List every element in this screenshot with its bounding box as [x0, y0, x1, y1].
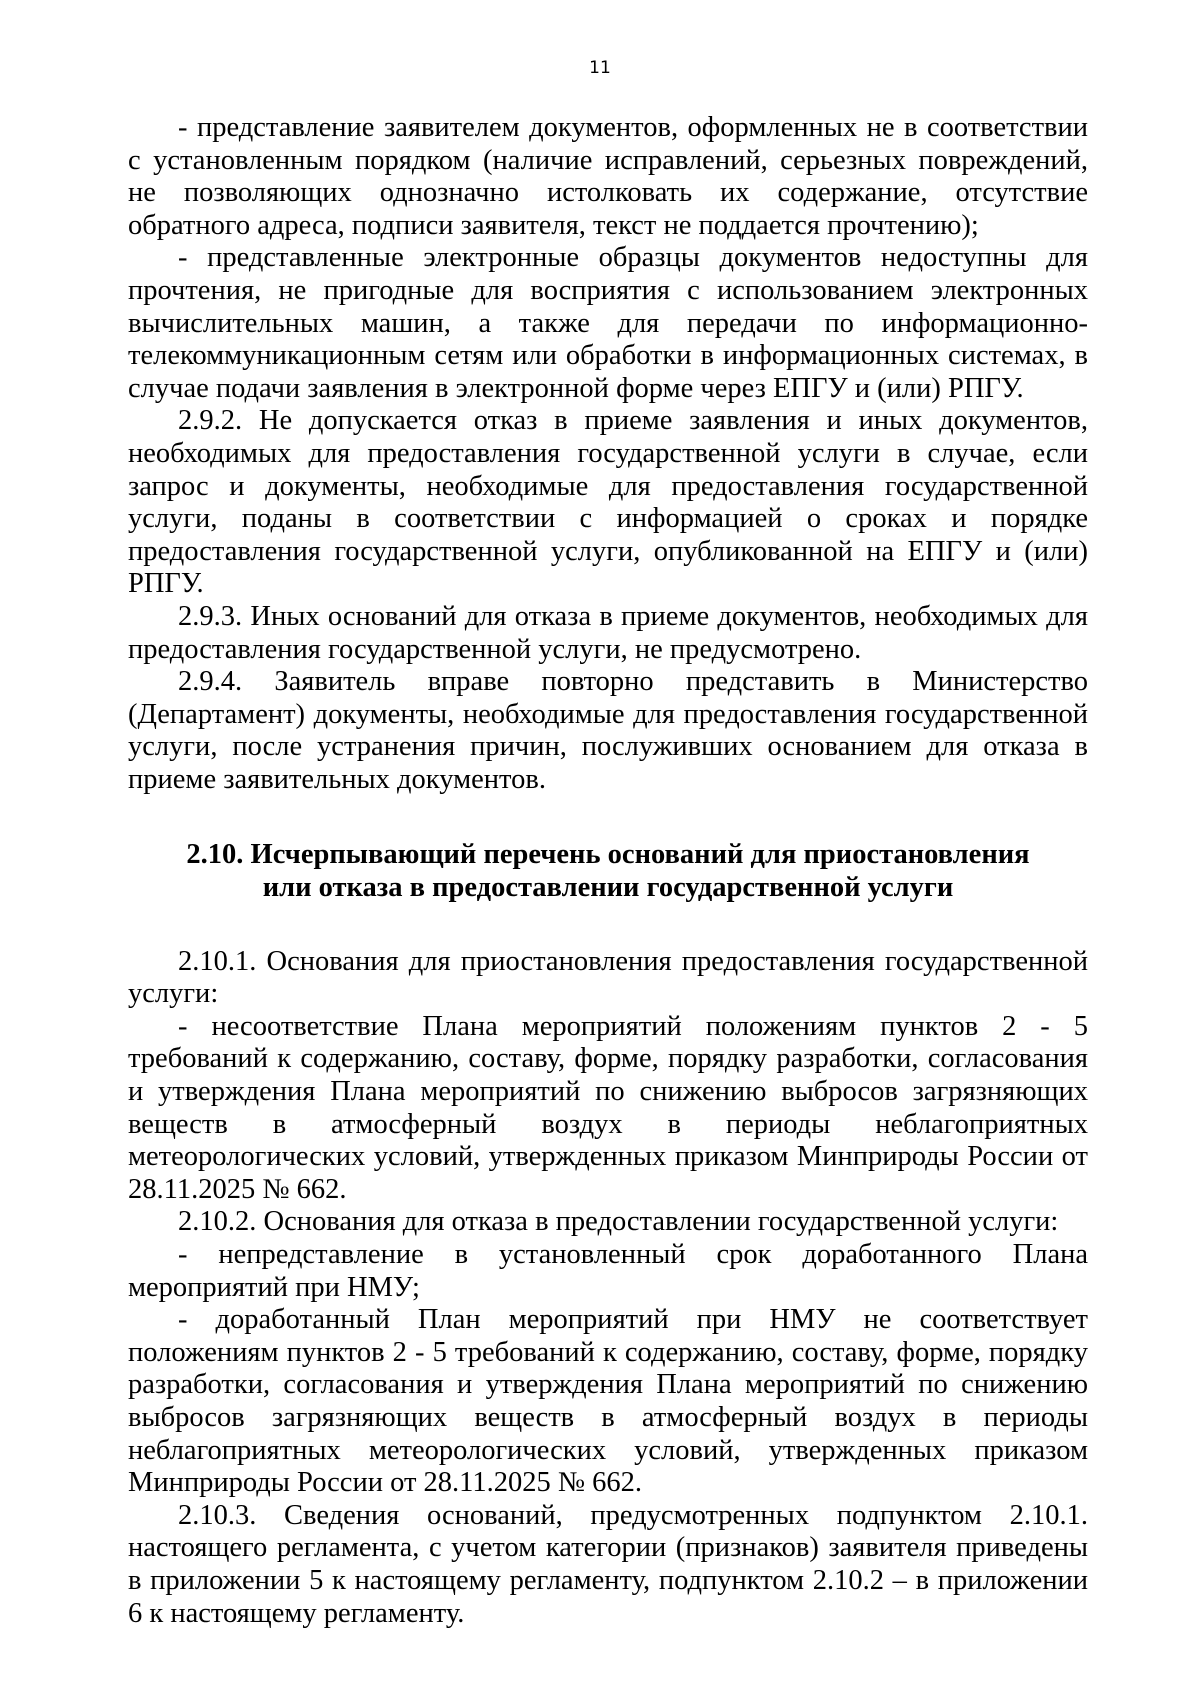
paragraph-refusal-ground-unreadable-electronic: - представленные электронные образцы документов недоступны для прочтения, не пригодные для восприятия с использованием электронных вычислительных машин, а также для передачи по информационно-телекоммуникационным сетям или обработки в информационных системах, в случае подачи заявления в электронной форме через ЕПГУ и (или) РПГУ.	[128, 242, 1088, 404]
paragraph-suspension-ground: - несоответствие Плана мероприятий положениям пунктов 2 - 5 требований к содержанию, составу, форме, порядку разработки, согласования и утверждения Плана мероприятий по снижению выбросов загрязняющих веществ в атмосферный воздух в периоды неблагоприятных метеорологических условий, утвержденных приказом Минприроды России от 28.11.2025 № 662.	[128, 1010, 1088, 1205]
section-heading-2-10	[128, 839, 1088, 904]
document-body	[128, 112, 1088, 1630]
paragraph-2-9-2: 2.9.2. Не допускается отказ в приеме заявления и иных документов, необходимых для предоставления государственной услуги в случае, если запрос и документы, необходимые для предоставления государственной услуги, поданы в соответствии с информацией о сроках и порядке предоставления государственной услуги, опубликованной на ЕПГУ и (или) РПГУ.	[128, 405, 1088, 600]
paragraph-2-9-4: 2.9.4. Заявитель вправе повторно представить в Министерство (Департамент) документы, необходимые для предоставления государственной услуги, после устранения причин, послуживших основанием для отказа в приеме заявительных документов.	[128, 666, 1088, 795]
paragraph-2-9-3: 2.9.3. Иных оснований для отказа в приеме документов, необходимых для предоставления государственной услуги, не предусмотрено.	[128, 600, 1088, 665]
paragraph-2-10-2: 2.10.2. Основания для отказа в предоставлении государственной услуги:	[178, 1206, 1059, 1238]
page-number: 11	[589, 58, 611, 78]
paragraph-refusal-ground-non-compliance: - доработанный План мероприятий при НМУ не соответствует положениям пунктов 2 - 5 требований к содержанию, составу, форме, порядку разработки, согласования и утверждения Плана мероприятий по снижению выбросов загрязняющих веществ в атмосферный воздух в периоды неблагоприятных метеорологических условий, утвержденных приказом Минприроды России от 28.11.2025 № 662.	[128, 1304, 1088, 1499]
section-heading-line-1: 2.10. Исчерпывающий перечень оснований для приостановления	[186, 839, 1030, 871]
section-heading-line-2: или отказа в предоставлении государственной услуги	[262, 872, 954, 904]
paragraph-refusal-ground-improper-documents: - представление заявителем документов, оформленных не в соответствии с установленным порядком (наличие исправлений, серьезных повреждений, не позволяющих однозначно истолковать их содержание, отсутствие обратного адреса, подписи заявителя, текст не поддается прочтению);	[128, 112, 1088, 241]
paragraph-2-10-3: 2.10.3. Сведения оснований, предусмотренных подпунктом 2.10.1. настоящего регламента, с учетом категории (признаков) заявителя приведены в приложении 5 к настоящему регламенту, подпунктом 2.10.2 – в приложении 6 к настоящему регламенту.	[128, 1499, 1088, 1629]
paragraph-refusal-ground-not-submitted: - непредставление в установленный срок доработанного Плана мероприятий при НМУ;	[128, 1239, 1088, 1303]
paragraph-2-10-1: 2.10.1. Основания для приостановления предоставления государственной услуги:	[128, 945, 1088, 1010]
